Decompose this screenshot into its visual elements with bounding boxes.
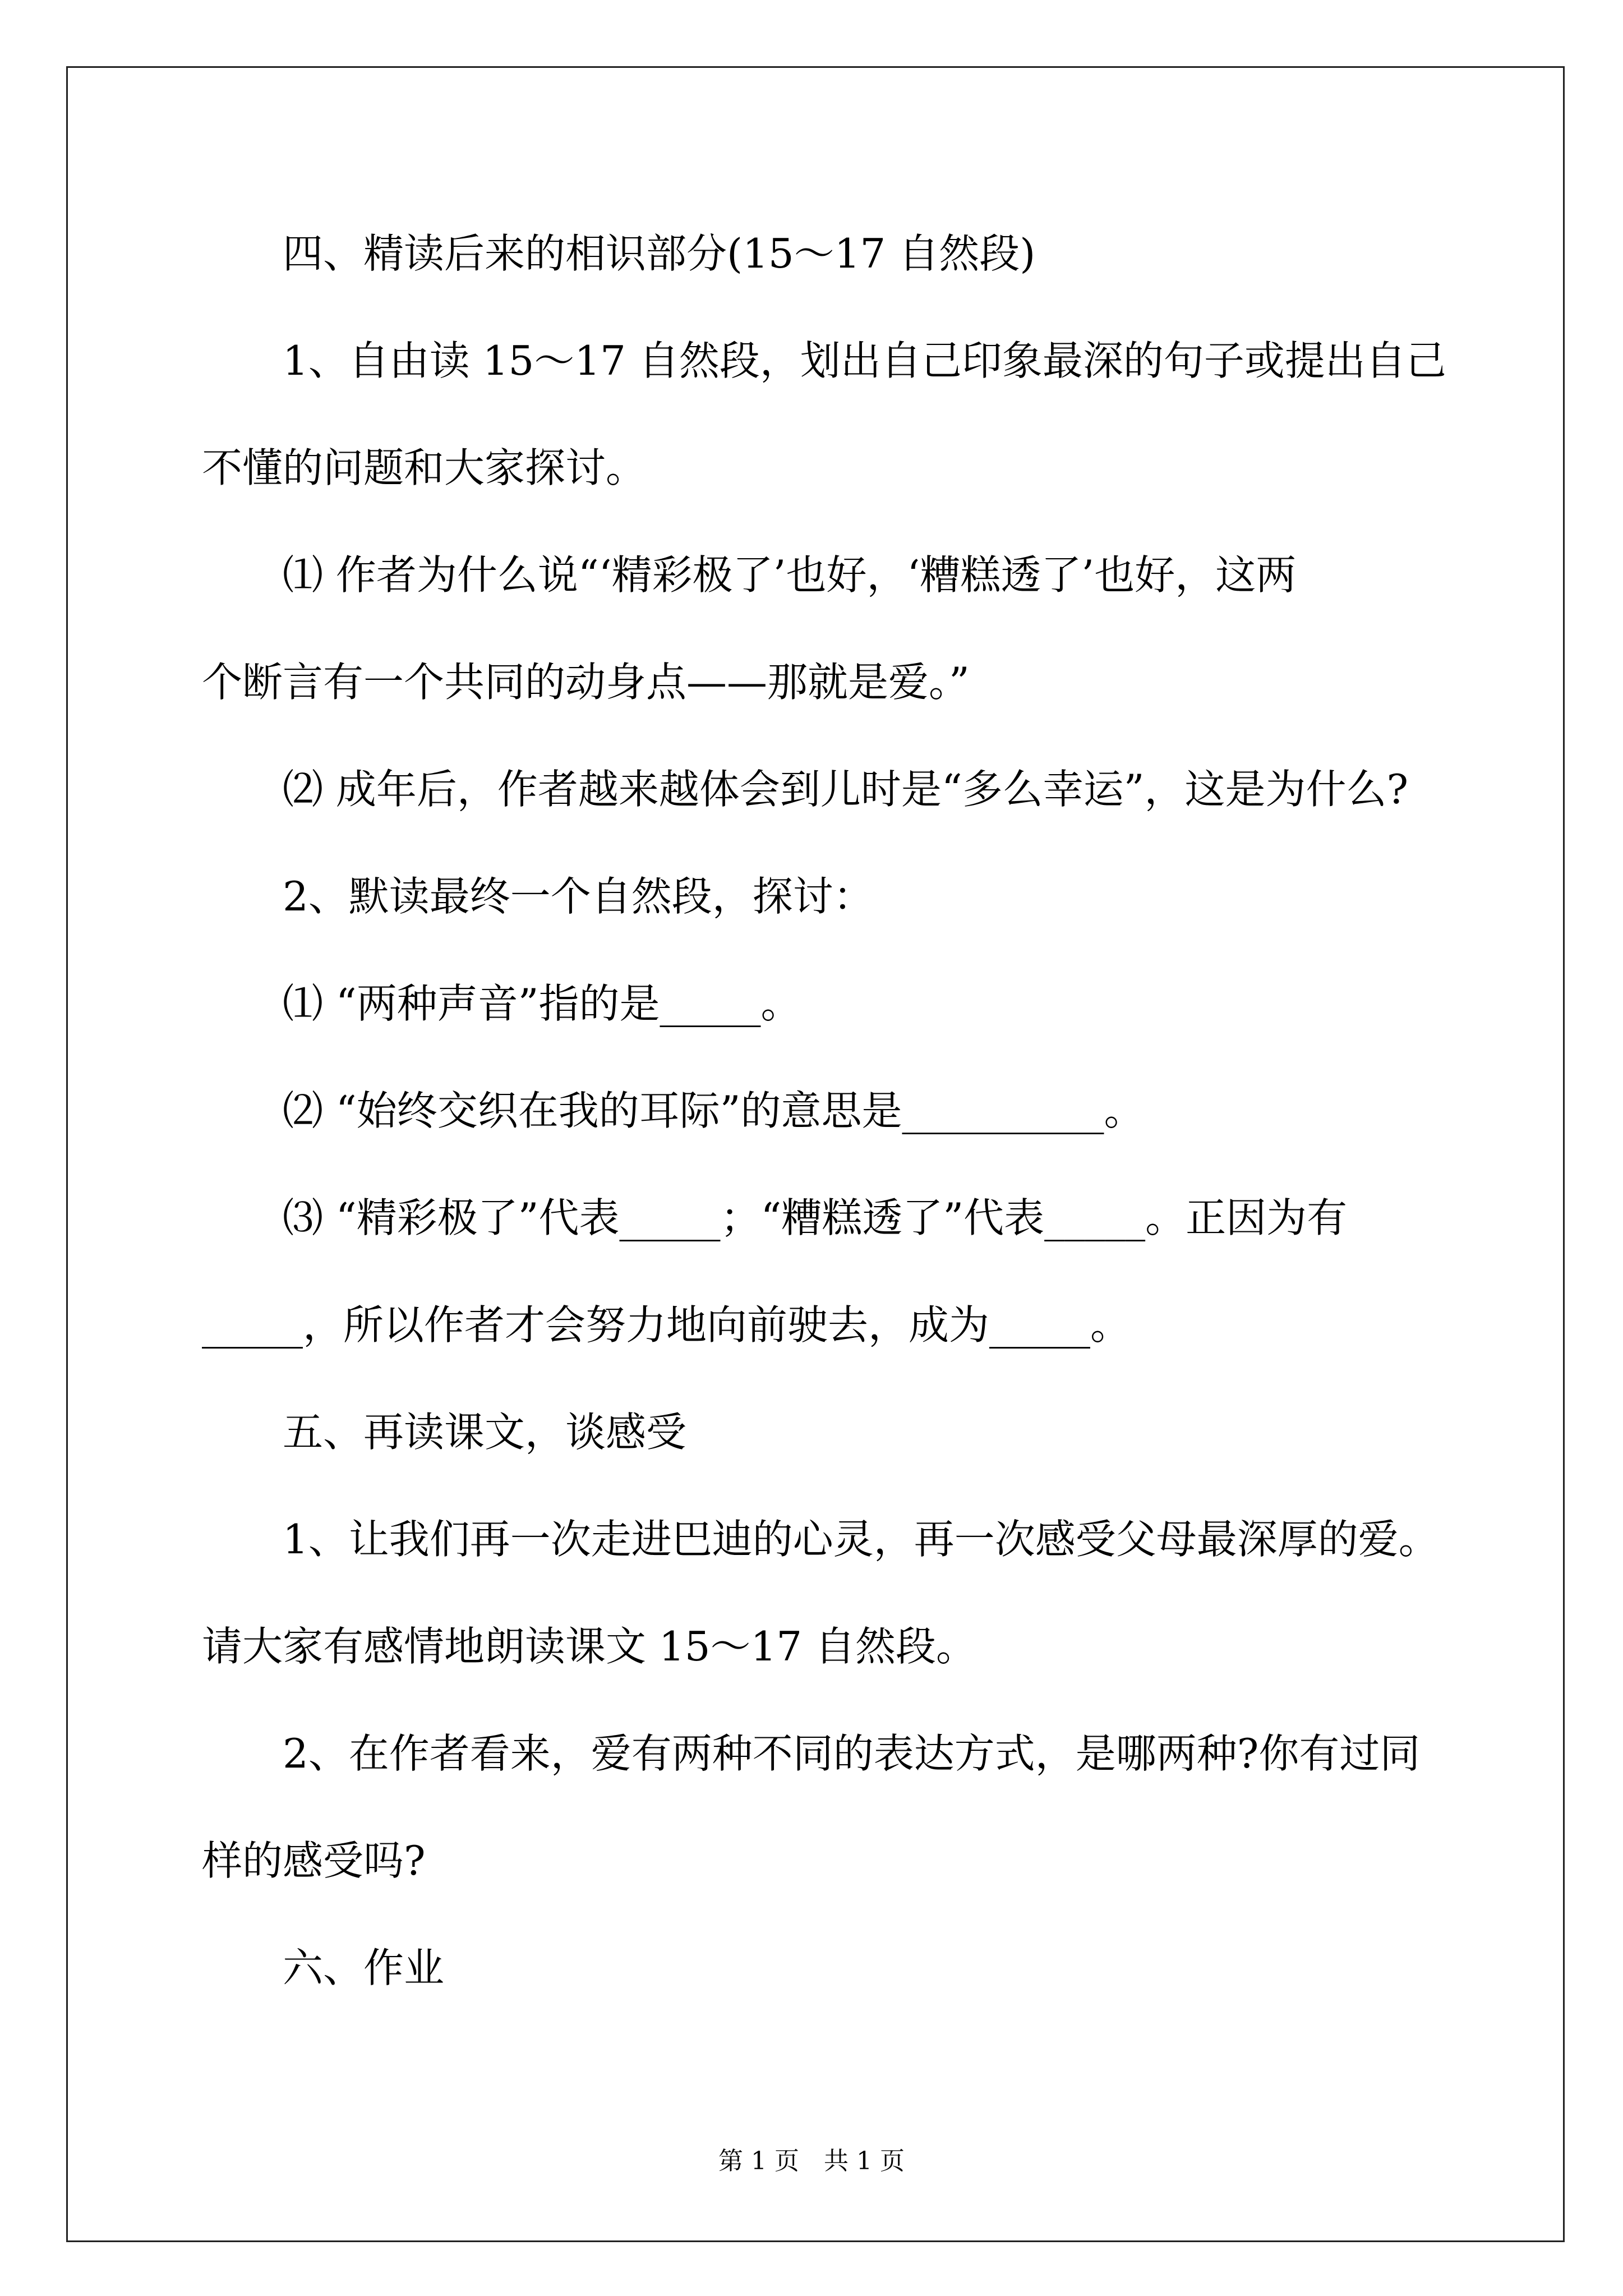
paragraph-line: _____，所以作者才会努力地向前驶去，成为_____。 xyxy=(202,1301,1131,1349)
paragraph-line: 1、让我们再一次走进巴迪的心灵，再一次感受父母最深厚的爱。 xyxy=(283,1516,1439,1563)
paragraph-line: 不懂的问题和大家探讨。 xyxy=(202,444,647,491)
section-heading-6: 六、作业 xyxy=(283,1944,445,1991)
paragraph-line: ⑵ 成年后，作者越来越体会到儿时是“多么幸运”，这是为什么? xyxy=(283,766,1409,813)
paragraph-line: 2、在作者看来，爱有两种不同的表达方式，是哪两种?你有过同 xyxy=(283,1730,1421,1777)
paragraph-line: ⑵ “始终交织在我的耳际”的意思是__________。 xyxy=(283,1087,1145,1134)
document-body xyxy=(202,200,1537,2022)
paragraph-line: ⑶ “精彩极了”代表_____；“糟糕透了”代表_____。正因为有 xyxy=(283,1194,1348,1241)
paragraph-line: 1、自由读 15～17 自然段，划出自己印象最深的句子或提出自己 xyxy=(283,337,1446,384)
section-heading-5: 五、再读课文，谈感受 xyxy=(283,1409,687,1456)
paragraph-line: ⑴ “两种声音”指的是_____。 xyxy=(283,980,801,1027)
paragraph-line: ⑴ 作者为什么说“‘精彩极了’也好，‘糟糕透了’也好，这两 xyxy=(283,551,1297,599)
paragraph-line: 请大家有感情地朗读课文 15～17 自然段。 xyxy=(202,1623,977,1670)
paragraph-line: 2、默读最终一个自然段，探讨： xyxy=(283,873,874,920)
paragraph-line: 个断言有一个共同的动身点——那就是爱。” xyxy=(202,659,970,706)
page-footer: 第 1 页 共 1 页 xyxy=(718,2147,905,2175)
paragraph-line: 样的感受吗? xyxy=(202,1837,426,1884)
section-heading-4: 四、精读后来的相识部分(15～17 自然段) xyxy=(283,230,1036,277)
